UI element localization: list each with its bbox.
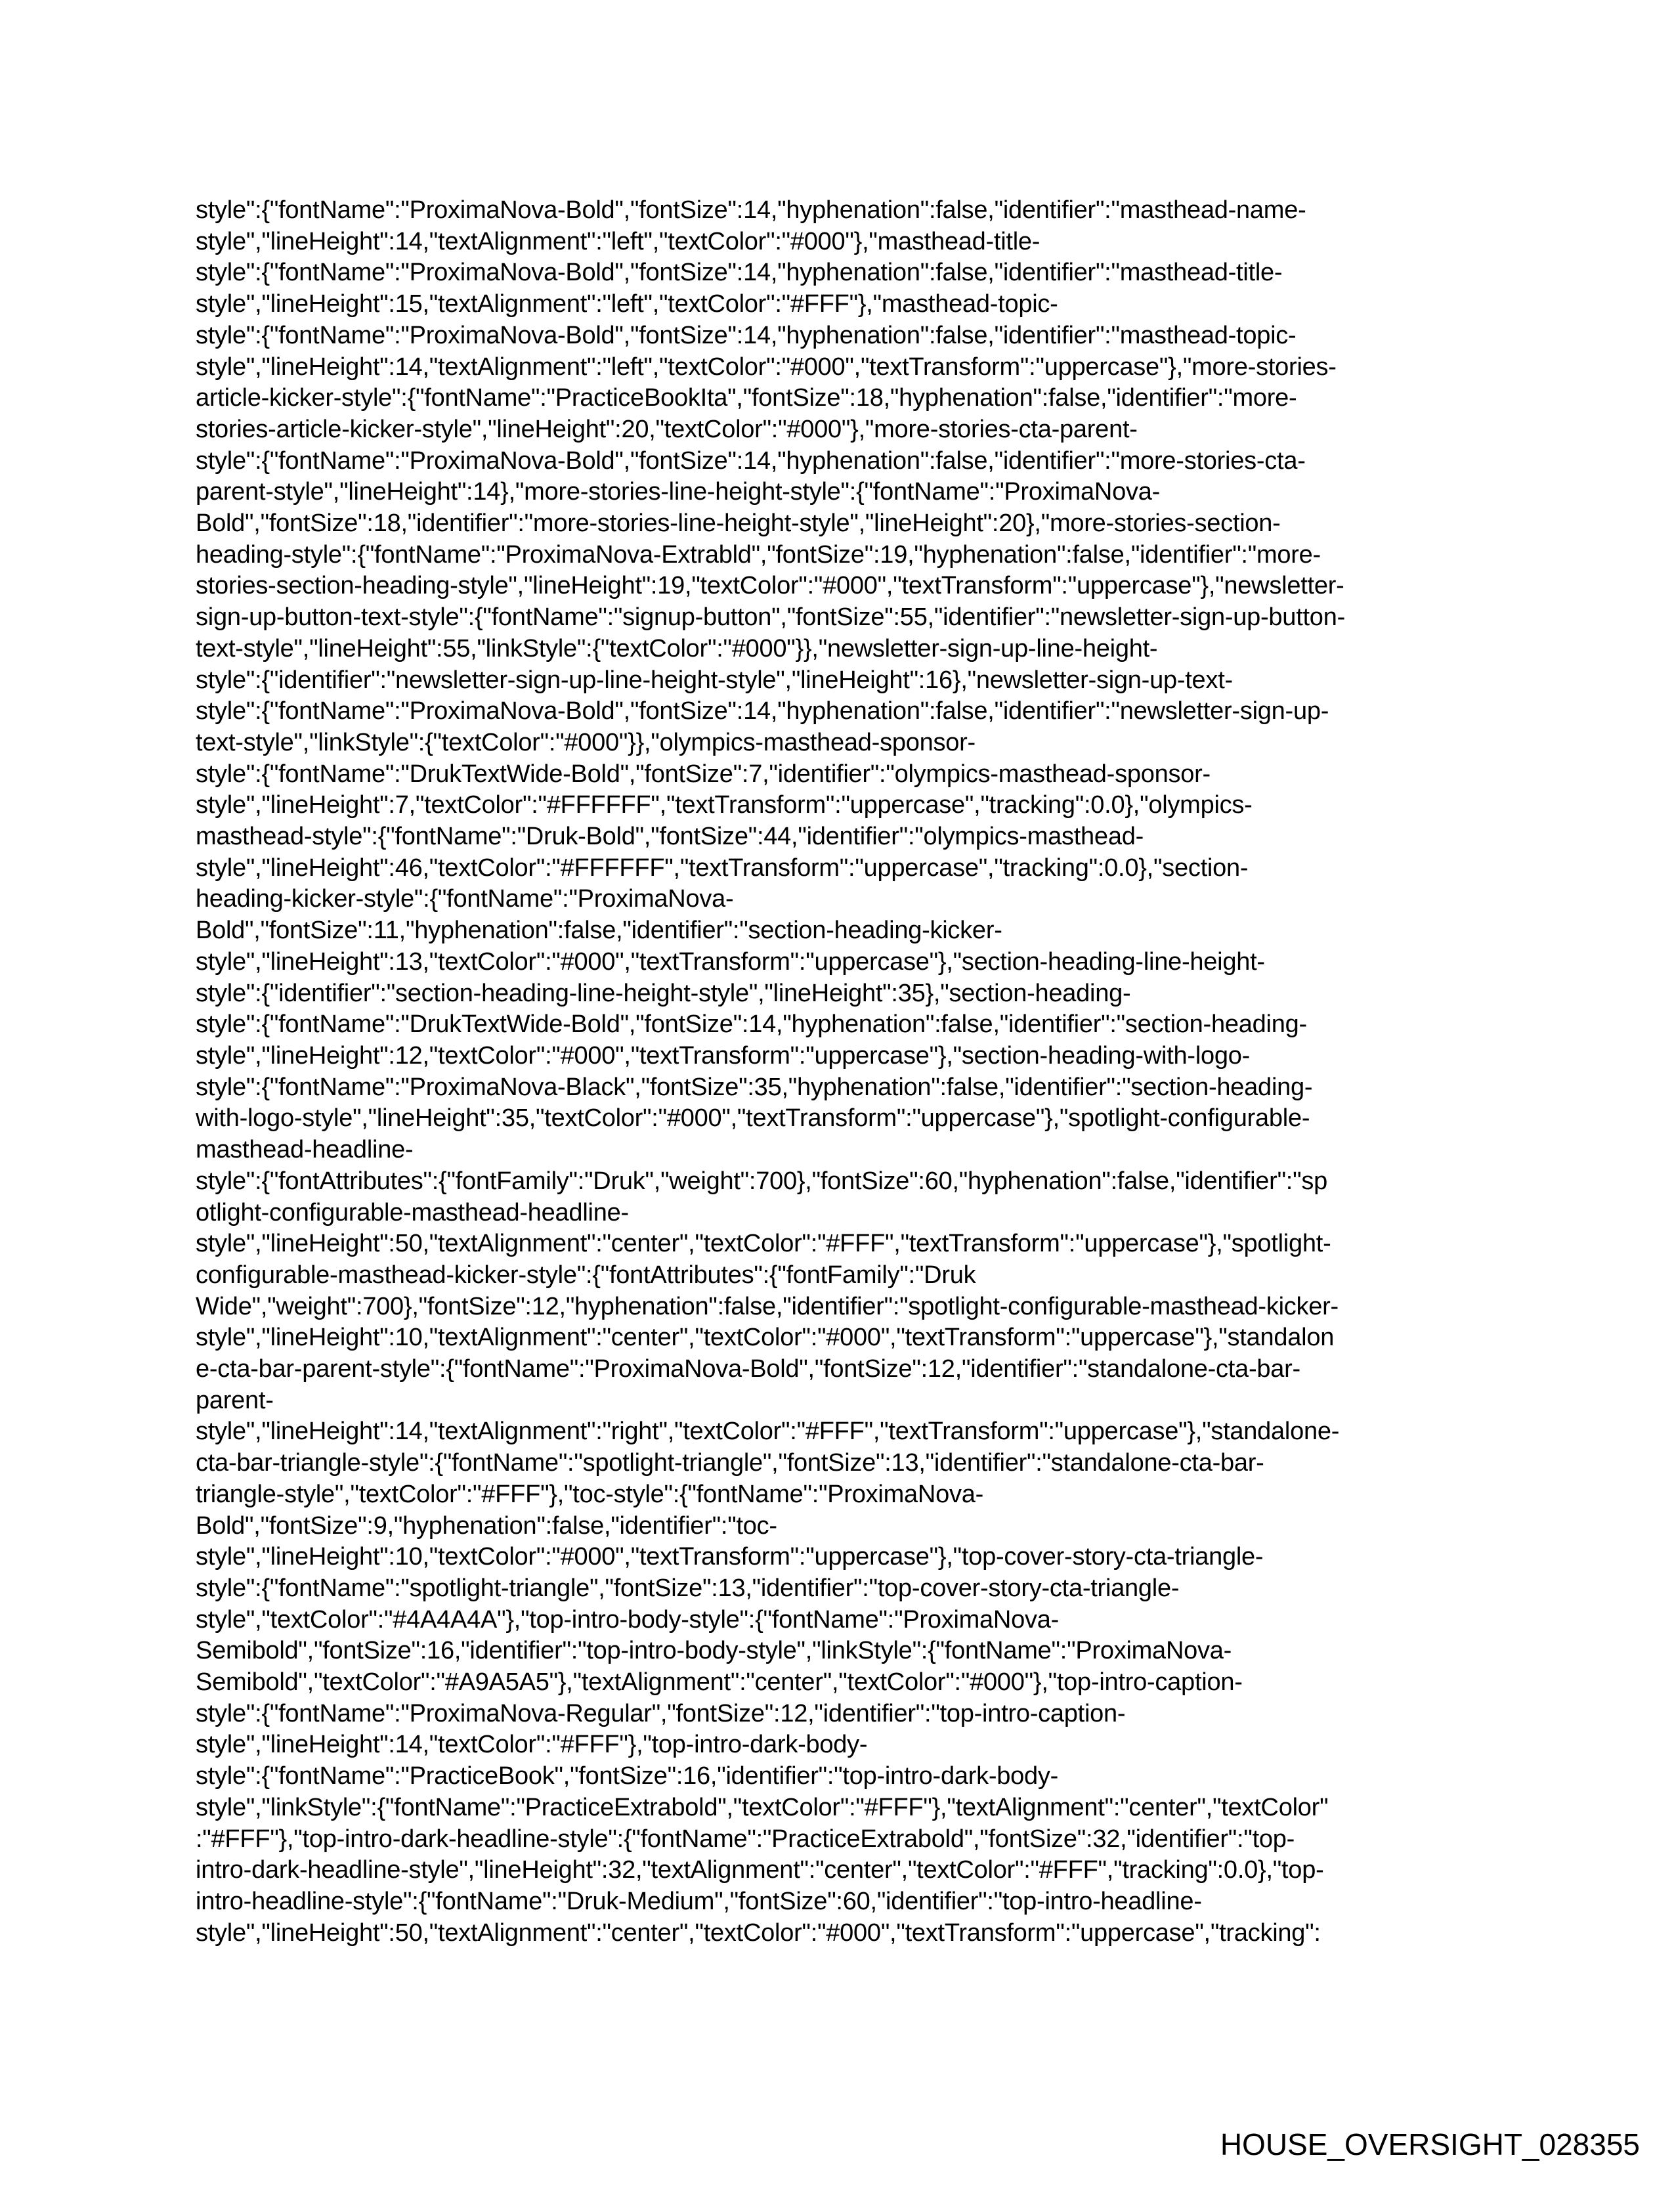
document-text-line: style":{"fontName":"spotlight-triangle","fontSize":13,"identifier":"top-cover-story-cta-triangle- bbox=[196, 1574, 1180, 1602]
document-text-line: style":{"fontName":"ProximaNova-Regular","fontSize":12,"identifier":"top-intro-caption- bbox=[196, 1699, 1126, 1727]
document-text-line: Semibold","textColor":"#A9A5A5"},"textAlignment":"center","textColor":"#000"},"top-intro-caption- bbox=[196, 1668, 1243, 1697]
footer-bates-stamp: HOUSE_OVERSIGHT_028355 bbox=[1220, 2127, 1640, 2161]
document-text-line: style":{"identifier":"newsletter-sign-up-line-height-style","lineHeight":16},"newsletter-sign-up-text- bbox=[196, 666, 1233, 694]
document-text-line: style","lineHeight":10,"textAlignment":"center","textColor":"#000","textTransform":"uppercase"},"standalon bbox=[196, 1324, 1335, 1352]
document-text-line: e-cta-bar-parent-style":{"fontName":"ProximaNova-Bold","fontSize":12,"identifier":"standalone-cta-bar- bbox=[196, 1355, 1300, 1383]
document-text-line: sign-up-button-text-style":{"fontName":"signup-button","fontSize":55,"identifier":"newsletter-sign-up-button- bbox=[196, 603, 1345, 632]
document-text-line: style","linkStyle":{"fontName":"PracticeExtrabold","textColor":"#FFF"},"textAlignment":"center","textColor" bbox=[196, 1793, 1329, 1821]
document-text-line: style":{"fontName":"ProximaNova-Bold","fontSize":14,"hyphenation":false,"identifier":"newsletter-sign-up- bbox=[196, 697, 1329, 726]
document-text-line: masthead-style":{"fontName":"Druk-Bold","fontSize":44,"identifier":"olympics-masthead- bbox=[196, 823, 1144, 851]
document-text-line: style","textColor":"#4A4A4A"},"top-intro-body-style":{"fontName":"ProximaNova- bbox=[196, 1605, 1060, 1634]
document-text-line: style":{"fontName":"ProximaNova-Bold","fontSize":14,"hyphenation":false,"identifier":"masthead-name- bbox=[196, 196, 1306, 224]
document-text-line: style":{"fontName":"PracticeBook","fontSize":16,"identifier":"top-intro-dark-body- bbox=[196, 1762, 1059, 1790]
document-text-line: style","lineHeight":50,"textAlignment":"center","textColor":"#FFF","textTransform":"uppercase"},"spotlight- bbox=[196, 1230, 1331, 1258]
document-text-line: style","lineHeight":14,"textAlignment":"left","textColor":"#000"},"masthead-title- bbox=[196, 227, 1041, 255]
document-text-line: style","lineHeight":10,"textColor":"#000","textTransform":"uppercase"},"top-cover-story-cta-triangle- bbox=[196, 1543, 1264, 1571]
document-text-line: intro-headline-style":{"fontName":"Druk-Medium","fontSize":60,"identifier":"top-intro-headline- bbox=[196, 1887, 1202, 1915]
document-text-line: configurable-masthead-kicker-style":{"fontAttributes":{"fontFamily":"Druk bbox=[196, 1261, 976, 1289]
document-text-line: parent- bbox=[196, 1386, 274, 1414]
document-text-line: style","lineHeight":7,"textColor":"#FFFFFF","textTransform":"uppercase","tracking":0.0},"olympics- bbox=[196, 791, 1253, 819]
document-text-line: style":{"fontName":"ProximaNova-Bold","fontSize":14,"hyphenation":false,"identifier":"masthead-topic- bbox=[196, 321, 1297, 349]
document-text-line: heading-style":{"fontName":"ProximaNova-Extrabld","fontSize":19,"hyphenation":false,"identifier":"more- bbox=[196, 540, 1321, 569]
document-text-line: masthead-headline- bbox=[196, 1136, 414, 1164]
document-text-line: Semibold","fontSize":16,"identifier":"top-intro-body-style","linkStyle":{"fontName":"ProximaNova- bbox=[196, 1637, 1232, 1665]
document-text-line: Bold","fontSize":18,"identifier":"more-stories-line-height-style","lineHeight":20},"more-stories-section- bbox=[196, 510, 1281, 538]
document-text-line: heading-kicker-style":{"fontName":"ProximaNova- bbox=[196, 885, 734, 913]
document-text-line: intro-dark-headline-style","lineHeight":32,"textAlignment":"center","textColor":"#FFF","tracking":0.0},"top- bbox=[196, 1856, 1324, 1884]
document-body-text bbox=[196, 195, 1482, 1949]
document-text-line: style","lineHeight":13,"textColor":"#000","textTransform":"uppercase"},"section-heading-line-height- bbox=[196, 947, 1265, 976]
document-text-line: style":{"fontName":"ProximaNova-Black","fontSize":35,"hyphenation":false,"identifier":"section-heading- bbox=[196, 1073, 1313, 1101]
document-text-line: style","lineHeight":50,"textAlignment":"center","textColor":"#000","textTransform":"uppercase","tracking": bbox=[196, 1919, 1321, 1947]
document-text-line: with-logo-style","lineHeight":35,"textColor":"#000","textTransform":"uppercase"},"spotlight-configurable- bbox=[196, 1104, 1310, 1133]
document-text-line: style","lineHeight":12,"textColor":"#000","textTransform":"uppercase"},"section-heading-with-logo- bbox=[196, 1041, 1251, 1070]
document-text-line: style","lineHeight":46,"textColor":"#FFFFFF","textTransform":"uppercase","tracking":0.0},"section- bbox=[196, 854, 1249, 882]
document-text-line: text-style","lineHeight":55,"linkStyle":{"textColor":"#000"}},"newsletter-sign-up-line-height- bbox=[196, 634, 1158, 662]
document-text-line: Bold","fontSize":11,"hyphenation":false,"identifier":"section-heading-kicker- bbox=[196, 917, 1002, 945]
document-text-line: cta-bar-triangle-style":{"fontName":"spotlight-triangle","fontSize":13,"identifier":"standalone-cta-bar- bbox=[196, 1449, 1264, 1477]
document-text-line: stories-section-heading-style","lineHeight":19,"textColor":"#000","textTransform":"uppercase"},"newsletter- bbox=[196, 572, 1344, 600]
document-text-line: triangle-style","textColor":"#FFF"},"toc-style":{"fontName":"ProximaNova- bbox=[196, 1480, 984, 1508]
document-text-line: text-style","linkStyle":{"textColor":"#000"}},"olympics-masthead-sponsor- bbox=[196, 728, 976, 756]
document-text-line: style":{"fontAttributes":{"fontFamily":"Druk","weight":700},"fontSize":60,"hyphenation":false,"identifier":"sp bbox=[196, 1167, 1327, 1195]
document-text-line: style":{"fontName":"DrukTextWide-Bold","fontSize":14,"hyphenation":false,"identifier":"section-heading- bbox=[196, 1010, 1307, 1039]
document-text-line: stories-article-kicker-style","lineHeight":20,"textColor":"#000"},"more-stories-cta-parent- bbox=[196, 415, 1138, 443]
document-text-line: style":{"fontName":"ProximaNova-Bold","fontSize":14,"hyphenation":false,"identifier":"masthead-title- bbox=[196, 259, 1283, 287]
document-text-line: :"#FFF"},"top-intro-dark-headline-style":{"fontName":"PracticeExtrabold","fontSize":32,"identifier":"top- bbox=[196, 1825, 1295, 1853]
document-text-line: style","lineHeight":14,"textColor":"#FFF"},"top-intro-dark-body- bbox=[196, 1731, 868, 1759]
document-text-line: parent-style","lineHeight":14},"more-stories-line-height-style":{"fontName":"ProximaNova- bbox=[196, 478, 1161, 506]
document-text-line: style":{"fontName":"DrukTextWide-Bold","fontSize":7,"identifier":"olympics-masthead-sponsor- bbox=[196, 760, 1211, 788]
document-text-line: Wide","weight":700},"fontSize":12,"hyphenation":false,"identifier":"spotlight-configurable-masthead-kicker- bbox=[196, 1292, 1339, 1320]
document-text-line: style":{"identifier":"section-heading-line-height-style","lineHeight":35},"section-heading- bbox=[196, 979, 1131, 1007]
document-text-line: style":{"fontName":"ProximaNova-Bold","fontSize":14,"hyphenation":false,"identifier":"more-stories-cta- bbox=[196, 446, 1306, 475]
document-text-line: style","lineHeight":15,"textAlignment":"left","textColor":"#FFF"},"masthead-topic- bbox=[196, 290, 1058, 318]
document-text-line: style","lineHeight":14,"textAlignment":"left","textColor":"#000","textTransform":"uppercase"},"more-stories- bbox=[196, 353, 1337, 381]
document-text-line: Bold","fontSize":9,"hyphenation":false,"identifier":"toc- bbox=[196, 1511, 777, 1540]
document-text-line: style","lineHeight":14,"textAlignment":"right","textColor":"#FFF","textTransform":"uppercase"},"standalone- bbox=[196, 1418, 1340, 1446]
document-text-line: article-kicker-style":{"fontName":"PracticeBookIta","fontSize":18,"hyphenation":false,"identifier":"more- bbox=[196, 384, 1297, 412]
document-text-line: otlight-configurable-masthead-headline- bbox=[196, 1198, 629, 1226]
